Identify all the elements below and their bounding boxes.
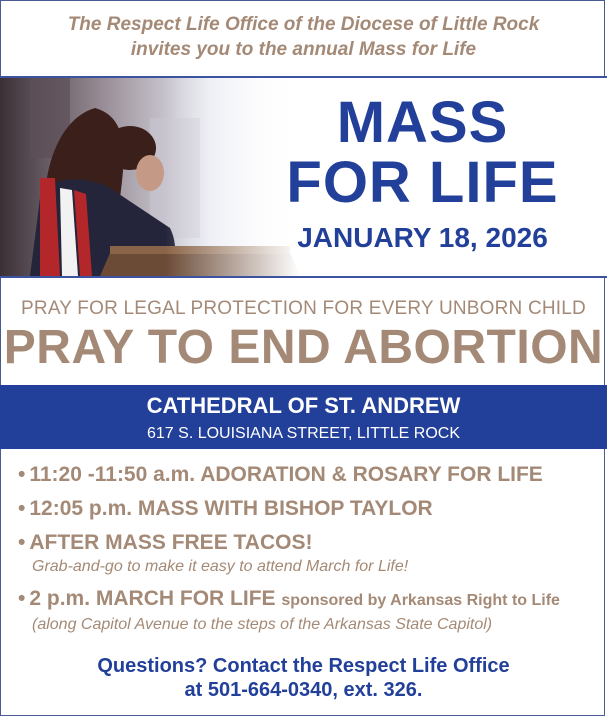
hero-banner bbox=[0, 76, 607, 278]
venue-address: 617 S. LOUISIANA STREET, LITTLE ROCK bbox=[147, 425, 460, 442]
schedule-item-mass bbox=[18, 496, 603, 522]
schedule-item-text: AFTER MASS FREE TACOS! bbox=[29, 531, 313, 554]
schedule-item-note: Grab-and-go to make it easy to attend March for Life! bbox=[32, 558, 409, 575]
schedule-item-text: 11:20 -11:50 a.m. ADORATION & ROSARY FOR LIFE bbox=[29, 463, 543, 486]
bullet-icon: • bbox=[18, 587, 26, 610]
pray-heading: PRAY TO END ABORTION bbox=[3, 321, 604, 374]
intro-line-2: invites you to the annual Mass for Life bbox=[130, 39, 477, 60]
pray-subheading: PRAY FOR LEGAL PROTECTION FOR EVERY UNBORN CHILD bbox=[21, 298, 586, 319]
schedule-item-text: 2 p.m. MARCH FOR LIFE bbox=[29, 587, 276, 610]
intro-line-1: The Respect Life Office of the Diocese of Little Rock bbox=[67, 14, 540, 35]
bullet-icon: • bbox=[18, 463, 26, 486]
contact-info bbox=[0, 654, 607, 702]
schedule-list bbox=[18, 462, 603, 644]
schedule-item-text: 12:05 p.m. MASS WITH BISHOP TAYLOR bbox=[29, 497, 433, 520]
venue-name: CATHEDRAL OF ST. ANDREW bbox=[146, 393, 461, 418]
schedule-item-note: (along Capitol Avenue to the steps of the Arkansas State Capitol) bbox=[32, 616, 493, 633]
hero-title-line-2: FOR LIFE bbox=[286, 150, 559, 215]
contact-line-1: Questions? Contact the Respect Life Office bbox=[97, 655, 510, 677]
event-date: JANUARY 18, 2026 bbox=[297, 222, 548, 253]
bullet-icon: • bbox=[18, 497, 26, 520]
venue-band bbox=[0, 385, 607, 449]
bullet-icon: • bbox=[18, 531, 26, 554]
hero-title-line-1: MASS bbox=[336, 90, 509, 155]
schedule-item-adoration bbox=[18, 462, 603, 488]
schedule-item-march bbox=[18, 586, 603, 636]
intro-text bbox=[0, 12, 607, 62]
sponsor-text: sponsored by Arkansas Right to Life bbox=[281, 592, 560, 609]
schedule-item-tacos bbox=[18, 530, 603, 578]
contact-line-2: at 501-664-0340, ext. 326. bbox=[184, 679, 423, 701]
